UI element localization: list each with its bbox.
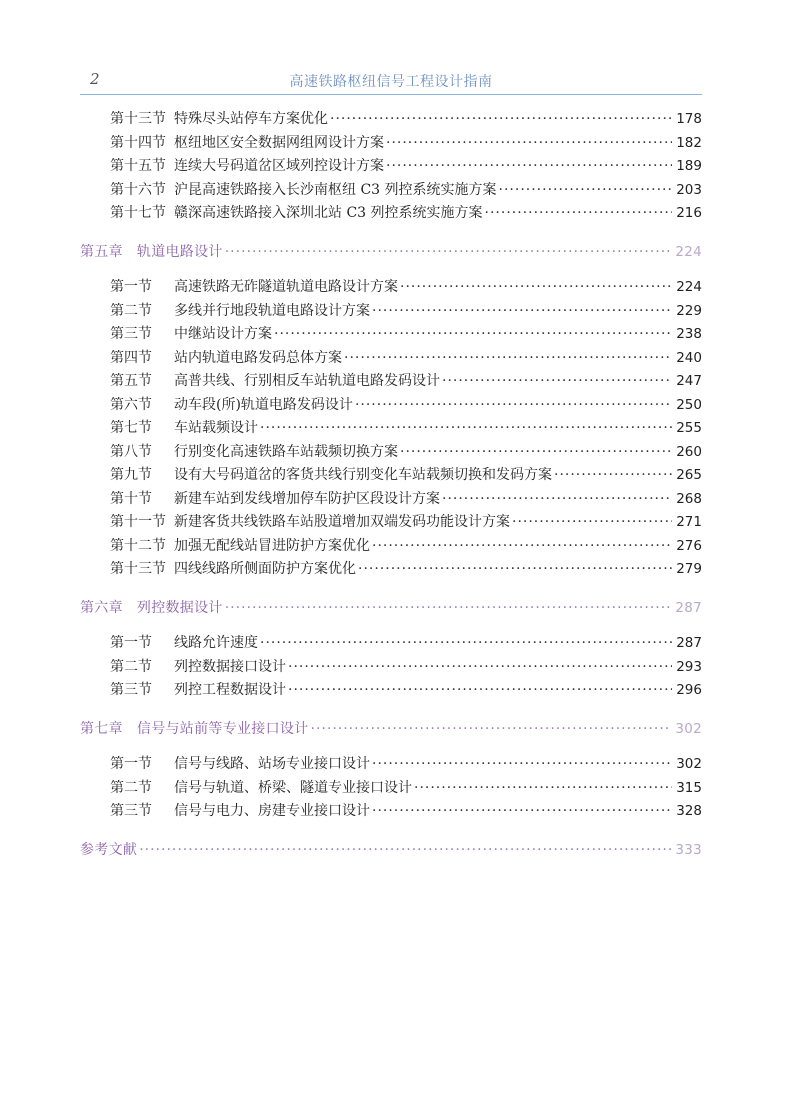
toc-section-entry[interactable] — [80, 155, 702, 179]
section-title: 中继站设计方案 — [174, 326, 272, 342]
chapter-title: 轨道电路设计 — [136, 243, 223, 260]
leader-dots — [372, 300, 672, 324]
section-page: 328 — [676, 803, 702, 819]
section-title: 线路允许速度 — [174, 635, 258, 651]
section-group-ch4 — [80, 108, 702, 226]
leader-dots — [499, 179, 672, 203]
section-title: 加强无配线站冒进防护方案优化 — [174, 537, 370, 554]
leader-dots — [311, 718, 672, 742]
leader-dots — [225, 597, 672, 621]
chapter-number: 第五章 — [80, 243, 123, 260]
chapter-page: 287 — [675, 599, 702, 616]
section-number: 第十二节 — [110, 537, 166, 554]
toc-section-entry[interactable] — [80, 558, 702, 582]
section-title: 动车段(所)轨道电路发码设计 — [174, 396, 353, 413]
section-page: 238 — [676, 326, 702, 342]
leader-dots — [344, 347, 672, 371]
section-number: 第八节 — [110, 443, 152, 460]
leader-dots — [274, 323, 672, 347]
section-title: 信号与电力、房建专业接口设计 — [174, 803, 370, 819]
toc-section-entry[interactable] — [80, 132, 702, 156]
section-number: 第一节 — [110, 279, 152, 295]
section-title: 新建客货共线铁路车站股道增加双端发码功能设计方案 — [174, 514, 510, 530]
section-number: 第三节 — [110, 682, 152, 698]
toc-section-entry[interactable] — [80, 394, 702, 418]
section-number: 第十六节 — [110, 181, 166, 198]
section-title: 设有大号码道岔的客货共线行别变化车站载频切换和发码方案 — [174, 467, 552, 483]
table-of-contents — [80, 108, 702, 862]
toc-section-entry[interactable] — [80, 656, 702, 680]
section-page: 240 — [676, 349, 702, 366]
leader-dots — [512, 511, 672, 535]
section-page: 271 — [676, 514, 702, 530]
chapter-number: 第六章 — [80, 599, 123, 616]
toc-section-entry[interactable] — [80, 179, 702, 203]
section-page: 279 — [676, 561, 702, 577]
leader-dots — [372, 800, 672, 824]
section-title: 高普共线、行别相反车站轨道电路发码设计 — [174, 373, 440, 389]
leader-dots — [442, 370, 672, 394]
section-number: 第十七节 — [110, 205, 166, 221]
section-page: 265 — [676, 467, 702, 483]
leader-dots — [358, 558, 672, 582]
leader-dots — [414, 777, 672, 801]
section-page: 189 — [676, 158, 702, 174]
section-number: 第十一节 — [110, 514, 166, 530]
toc-section-entry[interactable] — [80, 753, 702, 777]
section-page: 268 — [676, 490, 702, 507]
toc-section-entry[interactable] — [80, 679, 702, 703]
section-title: 列控工程数据设计 — [174, 682, 286, 698]
leader-dots — [330, 108, 672, 132]
toc-section-entry[interactable] — [80, 488, 702, 512]
section-number: 第六节 — [110, 396, 152, 413]
section-page: 276 — [676, 537, 702, 554]
section-number: 第二节 — [110, 779, 152, 796]
section-number: 第十三节 — [110, 111, 166, 127]
section-number: 第三节 — [110, 326, 152, 342]
section-title: 连续大号码道岔区域列控设计方案 — [174, 158, 384, 174]
section-number: 第九节 — [110, 467, 152, 483]
toc-section-entry[interactable] — [80, 417, 702, 441]
toc-section-entry[interactable] — [80, 441, 702, 465]
section-number: 第二节 — [110, 658, 152, 675]
toc-section-entry[interactable] — [80, 300, 702, 324]
chapter-number: 第七章 — [80, 720, 123, 737]
section-title: 信号与轨道、桥梁、隧道专业接口设计 — [174, 779, 412, 796]
section-number: 第五节 — [110, 373, 152, 389]
section-page: 293 — [676, 658, 702, 675]
leader-dots — [288, 679, 672, 703]
toc-section-entry[interactable] — [80, 202, 702, 226]
leader-dots — [372, 753, 672, 777]
leader-dots — [260, 632, 672, 656]
toc-section-entry[interactable] — [80, 535, 702, 559]
section-title: 特殊尽头站停车方案优化 — [174, 111, 328, 127]
toc-section-entry[interactable] — [80, 108, 702, 132]
leader-dots — [372, 535, 672, 559]
leader-dots — [386, 155, 672, 179]
section-title: 多线并行地段轨道电路设计方案 — [174, 302, 370, 319]
chapter-page: 302 — [675, 720, 702, 737]
section-page: 260 — [676, 443, 702, 460]
leader-dots — [355, 394, 672, 418]
running-header — [80, 70, 702, 95]
section-number: 第一节 — [110, 756, 152, 772]
section-group-ch5 — [80, 276, 702, 582]
toc-section-entry[interactable] — [80, 511, 702, 535]
toc-section-entry[interactable] — [80, 276, 702, 300]
section-page: 255 — [676, 420, 702, 436]
section-page: 182 — [676, 134, 702, 151]
section-title: 新建车站到发线增加停车防护区段设计方案 — [174, 490, 440, 507]
leader-dots — [554, 464, 672, 488]
toc-section-entry[interactable] — [80, 323, 702, 347]
section-number: 第七节 — [110, 420, 152, 436]
section-number: 第三节 — [110, 803, 152, 819]
toc-section-entry[interactable] — [80, 777, 702, 801]
toc-section-entry[interactable] — [80, 370, 702, 394]
section-page: 250 — [676, 396, 702, 413]
leader-dots — [225, 241, 672, 265]
section-number: 第二节 — [110, 302, 152, 319]
section-page: 216 — [676, 205, 702, 221]
section-number: 第十四节 — [110, 134, 166, 151]
section-title: 行别变化高速铁路车站载频切换方案 — [174, 443, 398, 460]
chapter-title: 列控数据设计 — [136, 599, 223, 616]
leader-dots — [386, 132, 672, 156]
section-number: 第一节 — [110, 635, 152, 651]
section-title: 信号与线路、站场专业接口设计 — [174, 756, 370, 772]
leader-dots — [400, 276, 672, 300]
section-group-ch6 — [80, 632, 702, 703]
toc-chapter-5[interactable] — [80, 241, 702, 265]
section-title: 四线线路所侧面防护方案优化 — [174, 561, 356, 577]
section-number: 第四节 — [110, 349, 152, 366]
section-page: 315 — [676, 779, 702, 796]
section-page: 178 — [676, 111, 702, 127]
references-page: 333 — [675, 841, 702, 858]
toc-chapter-7[interactable] — [80, 718, 702, 742]
section-title: 高速铁路无砟隧道轨道电路设计方案 — [174, 279, 398, 295]
section-page: 229 — [676, 302, 702, 319]
references-title: 参考文献 — [80, 841, 138, 858]
section-title: 枢纽地区安全数据网组网设计方案 — [174, 134, 384, 151]
section-page: 224 — [676, 279, 702, 295]
toc-section-entry[interactable] — [80, 464, 702, 488]
section-page: 302 — [676, 756, 702, 772]
leader-dots — [260, 417, 672, 441]
leader-dots — [400, 441, 672, 465]
section-title: 沪昆高速铁路接入长沙南枢纽 C3 列控系统实施方案 — [174, 181, 497, 198]
section-title: 车站载频设计 — [174, 420, 258, 436]
book-title: 高速铁路枢纽信号工程设计指南 — [289, 74, 493, 90]
leader-dots — [485, 202, 672, 226]
leader-dots — [139, 839, 671, 863]
section-number: 第十节 — [110, 490, 152, 507]
page-number: 2 — [90, 70, 100, 88]
leader-dots — [442, 488, 672, 512]
toc-section-entry[interactable] — [80, 347, 702, 371]
toc-chapter-6[interactable] — [80, 597, 702, 621]
section-title: 列控数据接口设计 — [174, 658, 286, 675]
section-page: 287 — [676, 635, 702, 651]
section-page: 203 — [676, 181, 702, 198]
section-title: 站内轨道电路发码总体方案 — [174, 349, 342, 366]
toc-references[interactable] — [80, 839, 702, 863]
section-title: 赣深高速铁路接入深圳北站 C3 列控系统实施方案 — [174, 205, 483, 221]
leader-dots — [288, 656, 672, 680]
chapter-page: 224 — [675, 243, 702, 260]
section-number: 第十三节 — [110, 561, 166, 577]
chapter-title: 信号与站前等专业接口设计 — [136, 720, 309, 737]
toc-section-entry[interactable] — [80, 800, 702, 824]
section-page: 247 — [676, 373, 702, 389]
section-page: 296 — [676, 682, 702, 698]
section-number: 第十五节 — [110, 158, 166, 174]
toc-section-entry[interactable] — [80, 632, 702, 656]
section-group-ch7 — [80, 753, 702, 824]
